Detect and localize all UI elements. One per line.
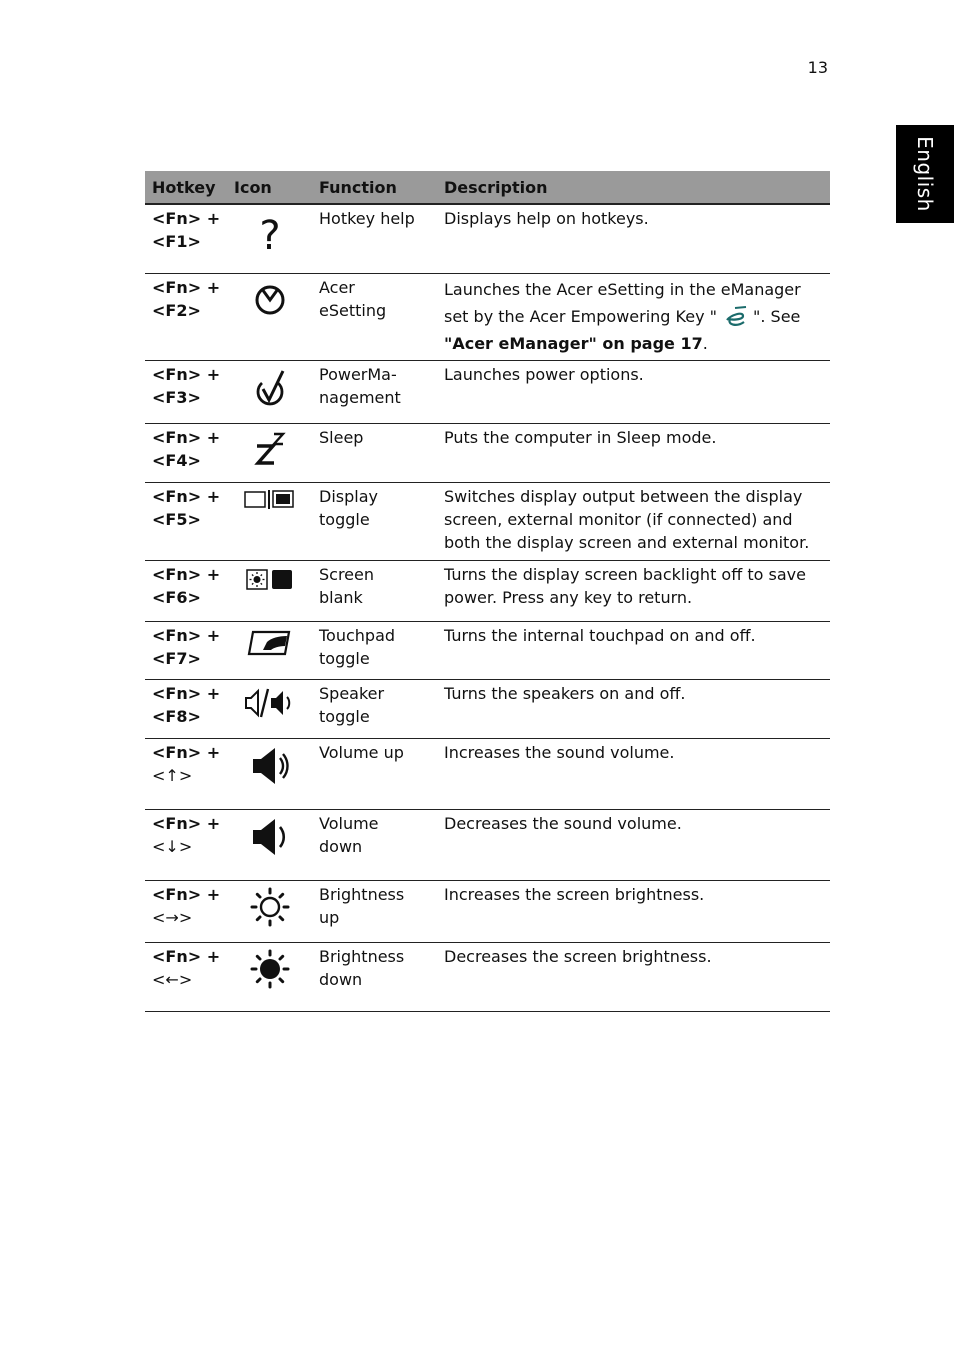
function-line: blank — [319, 587, 363, 607]
hotkey-line: <F6> — [152, 587, 201, 607]
hotkey-line: <F8> — [152, 706, 201, 726]
language-tab-label: English — [913, 136, 937, 212]
icon-cell — [227, 560, 312, 621]
hotkey-line: <Fn> + — [152, 946, 221, 966]
function-cell — [312, 809, 437, 880]
description-cell: Turns the display screen backlight off to save power. Press any key to return. — [437, 560, 830, 621]
acer-esetting-icon — [253, 280, 287, 316]
function-line: toggle — [319, 706, 370, 726]
brightness-down-icon — [250, 949, 290, 989]
power-management-icon — [253, 367, 287, 407]
function-line: Brightness — [319, 884, 405, 904]
hotkey-line: <Fn> + — [152, 364, 221, 384]
table-row — [145, 423, 830, 482]
description-text: Launches the Acer eSetting in the eManager — [444, 279, 801, 299]
description-cell: Decreases the screen brightness. — [437, 942, 830, 1011]
description-cell — [437, 273, 830, 360]
touchpad-toggle-icon — [247, 628, 293, 658]
function-cell — [312, 679, 437, 738]
table-row — [145, 273, 830, 360]
function-line: Brightness — [319, 946, 405, 966]
hotkey-line: <Fn> + — [152, 683, 221, 703]
description-text: set by the Acer Empowering Key " — [444, 306, 717, 326]
table-row — [145, 482, 830, 560]
hotkey-line: <Fn> + — [152, 209, 221, 228]
hotkey-line: <F2> — [152, 300, 201, 320]
description-cell: Switches display output between the display screen, external monitor (if connected) and both the display screen and external monitor. — [437, 482, 830, 560]
description-cell: Increases the screen brightness. — [437, 880, 830, 942]
hotkey-cell — [145, 880, 227, 942]
hotkey-line: <Fn> + — [152, 564, 221, 584]
hotkey-cell — [145, 679, 227, 738]
function-line: Sleep — [319, 427, 364, 447]
icon-cell — [227, 204, 312, 273]
function-cell — [312, 482, 437, 560]
description-cell: Launches power options. — [437, 360, 830, 423]
function-line: PowerMa- — [319, 364, 397, 384]
page-number: 13 — [807, 58, 828, 77]
function-line: nagement — [319, 387, 401, 407]
header-hotkey: Hotkey — [145, 171, 227, 204]
page-reference-link[interactable]: "Acer eManager" on page 17 — [444, 333, 703, 353]
icon-cell — [227, 360, 312, 423]
icon-cell — [227, 809, 312, 880]
function-line: down — [319, 969, 363, 989]
description-cell: Puts the computer in Sleep mode. — [437, 423, 830, 482]
function-line: down — [319, 836, 363, 856]
hotkey-line: <F5> — [152, 509, 201, 529]
brightness-up-icon — [250, 887, 290, 927]
function-line: up — [319, 907, 340, 927]
icon-cell — [227, 880, 312, 942]
hotkey-cell — [145, 482, 227, 560]
table-row — [145, 679, 830, 738]
hotkey-line: <Fn> + — [152, 813, 221, 833]
hotkey-cell — [145, 360, 227, 423]
function-line: Acer — [319, 277, 355, 297]
description-cell: Turns the internal touchpad on and off. — [437, 621, 830, 679]
hotkey-line: <↑> — [152, 765, 193, 785]
hotkey-cell — [145, 204, 227, 273]
hotkey-cell — [145, 738, 227, 809]
hotkey-line: <Fn> + — [152, 486, 221, 506]
hotkey-line: <↓> — [152, 836, 193, 856]
svg-text:?: ? — [258, 213, 281, 255]
volume-down-icon — [250, 816, 290, 858]
function-cell — [312, 560, 437, 621]
hotkey-cell — [145, 273, 227, 360]
function-cell — [312, 880, 437, 942]
description-text: ". See — [753, 306, 801, 326]
hotkey-cell — [145, 423, 227, 482]
hotkey-line: <Fn> + — [152, 884, 221, 904]
question-mark-icon — [255, 211, 285, 255]
function-cell — [312, 738, 437, 809]
hotkey-cell — [145, 621, 227, 679]
description-text: . — [702, 333, 708, 353]
hotkey-cell — [145, 809, 227, 880]
empowering-key-icon — [721, 305, 749, 329]
screen-blank-icon — [245, 567, 295, 593]
display-toggle-icon — [244, 489, 296, 511]
function-line: Hotkey help — [319, 209, 415, 228]
function-cell — [312, 621, 437, 679]
volume-up-icon — [250, 745, 290, 787]
hotkey-line: <→> — [152, 907, 193, 927]
table-row — [145, 809, 830, 880]
function-line: Volume up — [319, 742, 404, 762]
function-cell — [312, 273, 437, 360]
header-function: Function — [312, 171, 437, 204]
table-row — [145, 738, 830, 809]
table-header-row — [145, 171, 830, 204]
header-description: Description — [437, 171, 830, 204]
icon-cell — [227, 679, 312, 738]
speaker-toggle-icon — [244, 686, 296, 720]
hotkey-table — [145, 171, 830, 1012]
icon-cell — [227, 482, 312, 560]
table-row — [145, 360, 830, 423]
language-tab — [896, 125, 954, 223]
function-line: Speaker — [319, 683, 385, 703]
hotkey-line: <F4> — [152, 450, 201, 470]
description-cell: Increases the sound volume. — [437, 738, 830, 809]
hotkey-line: <Fn> + — [152, 277, 221, 297]
function-cell — [312, 423, 437, 482]
function-cell — [312, 204, 437, 273]
header-icon: Icon — [227, 171, 312, 204]
table-row — [145, 204, 830, 273]
hotkey-line: <Fn> + — [152, 742, 221, 762]
hotkey-cell — [145, 942, 227, 1011]
icon-cell — [227, 423, 312, 482]
hotkey-cell — [145, 560, 227, 621]
hotkey-line: <←> — [152, 969, 193, 989]
function-line: Touchpad — [319, 625, 396, 645]
icon-cell — [227, 621, 312, 679]
hotkey-line: <F7> — [152, 648, 201, 668]
icon-cell — [227, 942, 312, 1011]
function-line: toggle — [319, 509, 370, 529]
description-cell: Decreases the sound volume. — [437, 809, 830, 880]
icon-cell — [227, 273, 312, 360]
description-cell: Turns the speakers on and off. — [437, 679, 830, 738]
table-row — [145, 942, 830, 1011]
hotkey-line: <Fn> + — [152, 427, 221, 447]
function-cell — [312, 942, 437, 1011]
table-row — [145, 621, 830, 679]
icon-cell — [227, 738, 312, 809]
function-line: Volume — [319, 813, 379, 833]
sleep-icon — [254, 430, 286, 466]
description-cell: Displays help on hotkeys. — [437, 204, 830, 273]
hotkey-line: <F1> — [152, 232, 201, 251]
function-cell — [312, 360, 437, 423]
function-line: Screen — [319, 564, 375, 584]
function-line: Display — [319, 486, 378, 506]
table-row — [145, 880, 830, 942]
function-line: eSetting — [319, 300, 387, 320]
hotkey-line: <F3> — [152, 387, 201, 407]
hotkey-line: <Fn> + — [152, 625, 221, 645]
function-line: toggle — [319, 648, 370, 668]
table-row — [145, 560, 830, 621]
